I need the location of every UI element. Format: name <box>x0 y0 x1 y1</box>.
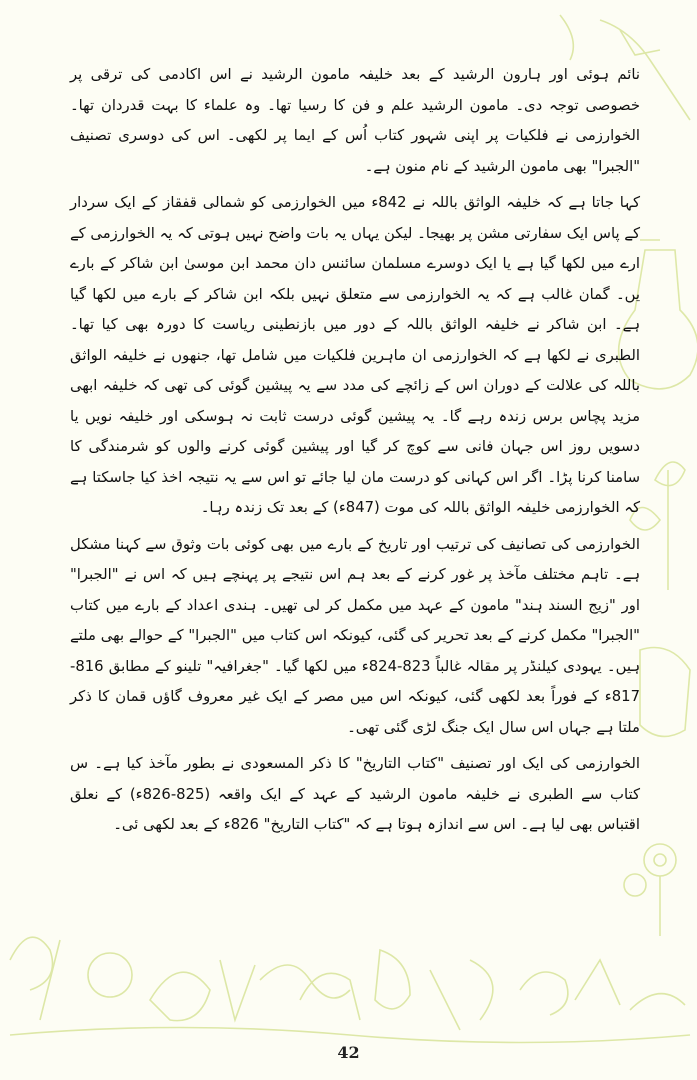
paragraph-3: الخوارزمی کی تصانیف کی ترتیب اور تاریخ کے بارے میں بھی کوئی بات وثوق سے کہنا مشکل ہے۔ تاہم مختلف مآخذ پر غور کرنے کے بعد ہم اس نتیجے پر پہنچے ہیں کہ اس نے "الجبرا" اور "زیج السند ہند" مامون کے عہد میں مکمل کر لی تھیں۔ ہندی اعداد کے بارے میں کتاب "الجبرا" مکمل کرنے کے بعد تحریر کی گئی، کیونکہ اس کتاب میں "الجبرا" کے حوالے بھی ملتے ہیں۔ یہودی کیلنڈر پر مقالہ غالباً 823-824ء میں لکھا گیا۔ "جغرافیہ" تلینو کے مطابق 816-817ء کے فوراً بعد لکھی گئی، کیونکہ اس میں مصر کے ایک غیر معروف گاؤں قمان کا ذکر ملتا ہے جہاں اس سال ایک جنگ لڑی گئی تھی۔ <box>70 535 640 736</box>
paragraph-2: کہا جاتا ہے کہ خلیفہ الواثق باللہ نے 842ء میں الخوارزمی کو شمالی قفقاز کے ایک سردار کے پاس ایک سفارتی مشن پر بھیجا۔ لیکن یہاں یہ بات واضح نہیں ہوتی کہ یہ الخوارزمی کے ارے میں لکھا گیا ہے یا ایک دوسرے مسلمان سائنس دان محمد ابن موسیٰ ابن شاکر کے بارے یں۔ گمان غالب ہے کہ یہ الخوارزمی سے متعلق نہیں بلکہ ابن شاکر کے بارے میں لکھا گیا ہے۔ ابن شاکر نے خلیفہ الواثق باللہ کے دور میں بازنطینی ریاست کا دورہ بھی کیا تھا۔ الطبری نے لکھا ہے کہ الخوارزمی ان ماہرین فلکیات میں شامل تھا، جنھوں نے خلیفہ الواثق باللہ کی علالت کے دوران اس کے زائچے کی مدد سے یہ پیشین گوئی کی تھی کہ خلیفہ ابھی مزید پچاس برس زندہ رہے گا۔ یہ پیشین گوئی درست ثابت نہ ہوسکی اور خلیفہ نویں یا دسویں روز اس جہان فانی سے کوچ کر گیا اور پیشین گوئی کرنے والوں کو شرمندگی کا سامنا کرنا پڑا۔ اگر اس کہانی کو درست مان لیا جائے تو اس سے یہ نتیجہ اخذ کیا جاسکتا ہے کہ الخوارزمی خلیفہ الواثق باللہ کی موت (847ء) کے بعد تک زندہ رہا۔ <box>70 194 640 516</box>
page-number: 42 <box>337 1043 360 1062</box>
paragraph-4: الخوارزمی کی ایک اور تصنیف "کتاب التاریخ" کا ذکر المسعودی نے بطور مآخذ کیا ہے۔ س کتاب سے الطبری نے خلیفہ مامون الرشید کے عہد کے ایک واقعہ (825-826ء) کے نعلق اقتباس بھی لیا ہے۔ اس سے اندازہ ہوتا ہے کہ "کتاب التاریخ" 826ء کے بعد لکھی ئی۔ <box>70 755 640 833</box>
page-text <box>70 60 640 847</box>
paragraph-1: نائم ہوئی اور ہارون الرشید کے بعد خلیفہ مامون الرشید نے اس اکادمی کی ترقی پر خصوصی توجہ دی۔ مامون الرشید علم و فن کا رسیا تھا۔ وہ علماء کا بہت قدردان تھا۔ الخوارزمی نے فلکیات پر اپنی شہور کتاب اُس کے ایما پر لکھی۔ اس کی دوسری تصنیف "الجبرا" بھی مامون الرشید کے نام منون ہے۔ <box>70 66 640 175</box>
